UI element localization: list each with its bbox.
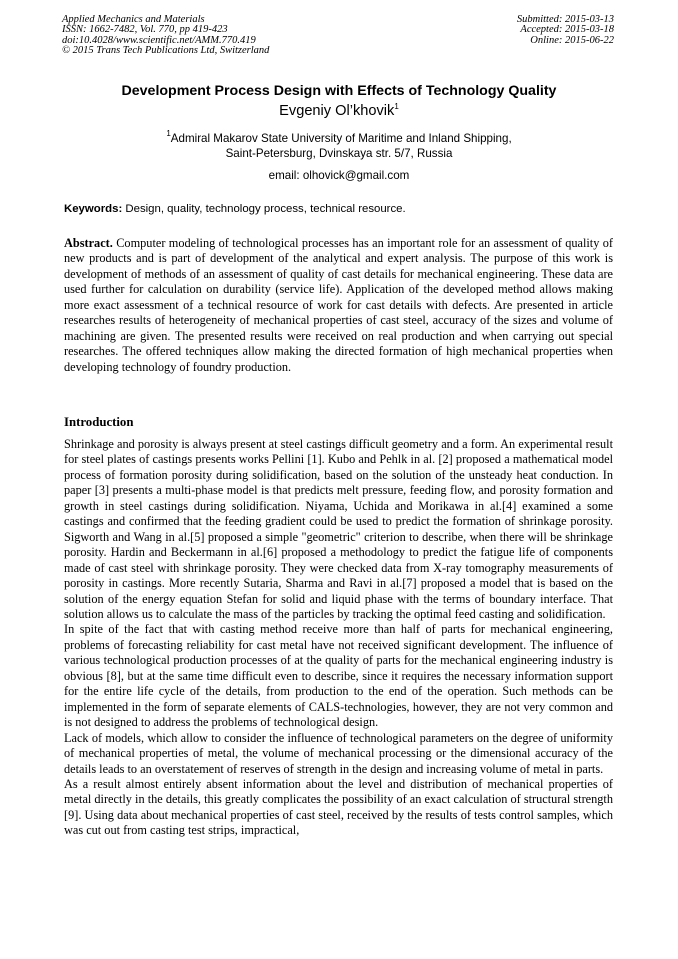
author-name: Evgeniy Ol’khovik	[279, 103, 395, 119]
author-email: email: olhovick@gmail.com	[268, 169, 410, 182]
keywords	[64, 202, 624, 217]
affiliation	[40, 131, 638, 161]
abstract-label: Abstract.	[64, 236, 113, 250]
paragraph: As a result almost entirely absent information about the level and distribution of mechanical properties of metal directly in the details, this greatly complicates the possibility of an exact calculation of structural strength [9]. Using data about mechanical properties of cast steel, received by the results of tests control samples, which was cut out from casting test strips, impractical,	[64, 776, 613, 838]
author-affiliation-mark: 1	[394, 102, 399, 111]
affiliation-mark: 1	[166, 129, 171, 138]
submitted-date: Submitted: 2015-03-13	[516, 14, 614, 25]
online-date: Online: 2015-06-22	[530, 34, 614, 46]
abstract-text: Computer modeling of technological processes has an important role for an assessment of quality of new products and is part of development of the analytical and expert analysis. The purpose of this work is development of methods of an assessment of quality of cast details for mechanical engineering. These data are used further for calculation on durability (service life). Application of the developed method allows making more exact assessment of a technical resource of work for cast details with defects. Are presented in article researches results of heterogeneity of mechanical properties of cast steel, accuracy of the sizes and volume of machining are given. The presented results were received on real production and when carrying out special researches. The offered techniques allow making the directed formation of high mechanical properties when developing technology of foundry production.	[64, 236, 613, 374]
journal-info	[62, 15, 269, 57]
paragraph: Shrinkage and porosity is always present at steel castings difficult geometry and a form. An experimental result for steel plates of castings presents works Pellini [1]. Kubo and Pehlk in al. [2] proposed a mathematical model process of formation porosity during solidification, based on the solution of the unsteady heat conduction. In paper [3] presents a multi-phase model is that predicts melt pressure, feeding flow, and porosity formation and growth in steel castings during solidification. Niyama, Uchida and Morikawa in al.[4] examined a some castings and confirmed that the feeding gradient could be used to predict the formation of shrinkage porosity. Sigworth and Wang in al.[5] proposed a simple "geometric" criterion to describe, when there will be shrinkage porosity. Hardin and Beckermann in al.[6] proposed a methodology to predict the fatigue life of components made of cast steel with shrinkage porosity. They were checked data from X-ray tomography measurements of porosity in castings. More recently Sutaria, Sharma and Ravi in al.[7] proposed a model that is based on the solution of the energy equation Stefan for solid and liquid phase with the terms of boundary interface. That solution allows us to calculate the mass of the particles by tracking the optimal feed casting and solidification.	[64, 437, 613, 621]
journal-doi: doi:10.4028/www.scientific.net/AMM.770.419	[62, 34, 256, 46]
paragraph: In spite of the fact that with casting method receive more than half of parts for mechanical engineering, problems of forecasting reliability for cast metal have not received significant development. The influence of various technological production processes of at the quality of parts for the mechanical engineering industry is obvious [8], but at the same time difficult even to describe, since it requires the necessary information support for the entire life cycle of the details, from production to the end of the operation. Such methods can be implemented in the form of separate elements of CALS-technologies, however, they are not very common and is not designed to address the problems of technological design.	[64, 622, 613, 730]
journal-issn: ISSN: 1662-7482, Vol. 770, pp 419-423	[62, 24, 228, 36]
paper-title: Development Process Design with Effects of Technology Quality	[121, 83, 557, 99]
journal-name: Applied Mechanics and Materials	[62, 14, 205, 25]
affiliation-line-2: Saint-Petersburg, Dvinskaya str. 5/7, Russia	[225, 147, 453, 160]
keywords-label: Keywords:	[64, 203, 123, 215]
abstract	[64, 236, 613, 375]
accepted-date: Accepted: 2015-03-18	[520, 24, 614, 36]
author-line	[40, 102, 638, 120]
publication-dates	[517, 15, 614, 46]
affiliation-line-1: Admiral Makarov State University of Maritime and Inland Shipping,	[170, 132, 512, 145]
journal-copyright: © 2015 Trans Tech Publications Ltd, Switzerland	[62, 45, 270, 57]
introduction-body	[64, 437, 613, 839]
introduction-heading: Introduction	[64, 415, 134, 429]
keywords-text: Design, quality, technology process, technical resource.	[122, 203, 406, 215]
paragraph: Lack of models, which allow to consider the influence of technological parameters on the degree of uniformity of mechanical properties of metal, the volume of mechanical processing or the dimensional accuracy of the details leads to an overstatement of reserves of strength in the design and increasing volume of metal in parts.	[64, 730, 613, 776]
